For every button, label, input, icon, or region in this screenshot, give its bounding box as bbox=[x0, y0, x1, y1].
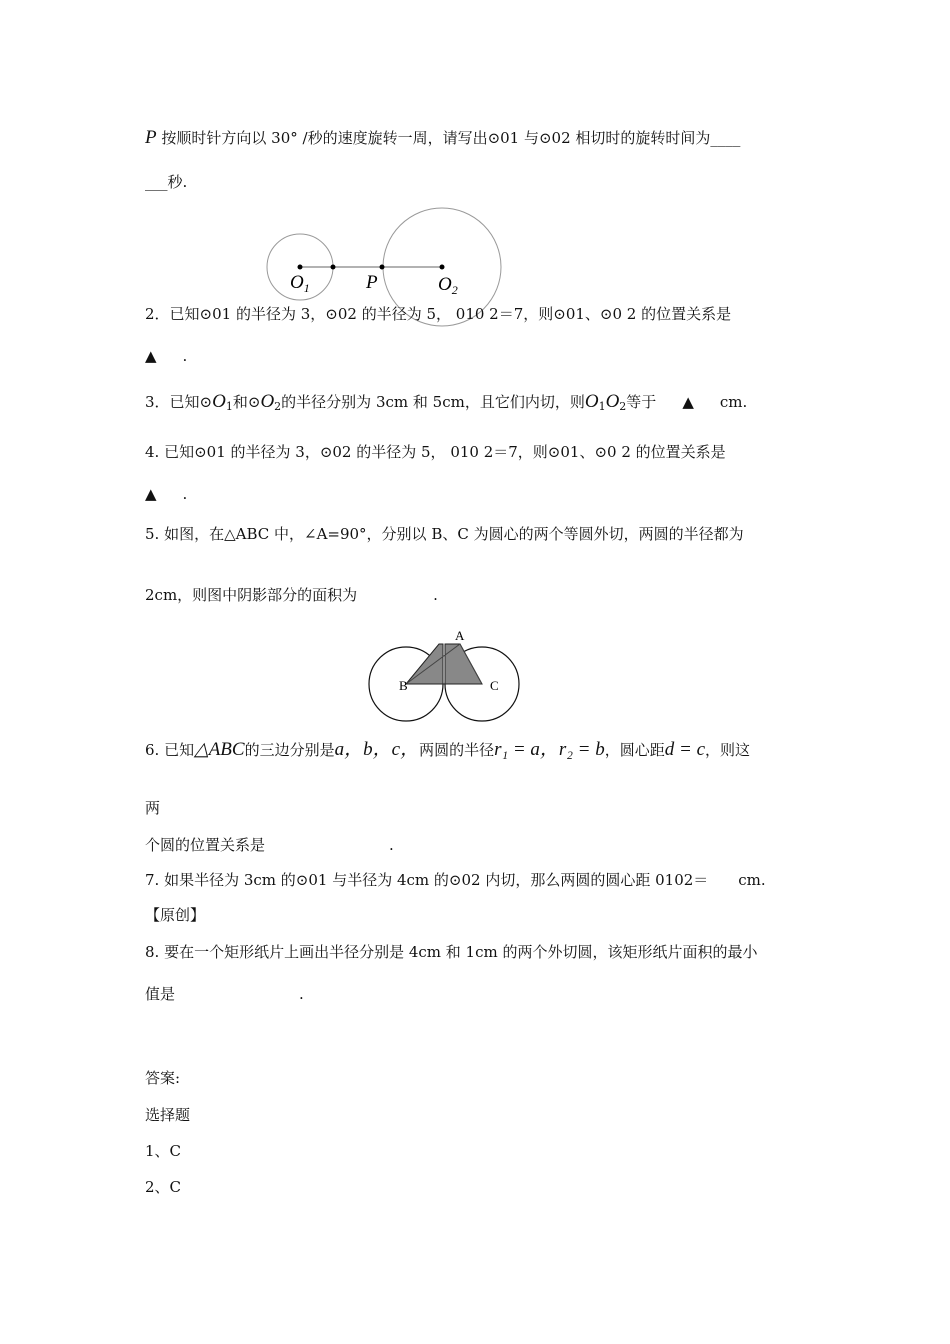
q2-text: 2．已知⊙01 的半径为 3，⊙02 的半径为 5， 010 2＝7，则⊙01、⊙0 2 的位置关系是 bbox=[145, 305, 732, 323]
q6-line-3: 个圆的位置关系是 . bbox=[145, 836, 394, 854]
q6-line: 6. 已知△ABC的三边分别是a，b，c，两圆的半径r₁ = a，r₂ = b，圆心距d = c，则这 bbox=[145, 739, 751, 760]
shaded-sector-b bbox=[406, 644, 443, 684]
answer-mark: ▲ bbox=[682, 393, 694, 411]
answer-mark: ▲ bbox=[145, 347, 157, 365]
q8-text-a: 8. 要在一个矩形纸片上画出半径分别是 4cm 和 1cm 的两个外切圆，该矩形纸片面积的最小 bbox=[145, 943, 758, 961]
q2-answer: ▲ . bbox=[145, 347, 188, 365]
label-o1: $O_1$ bbox=[290, 272, 310, 295]
q3-line: 3．已知$⊙O_1$和$⊙O_2$的半径分别为 3cm 和 5cm，且它们内切，则$O_1O_2$等于 ▲ cm. bbox=[145, 391, 748, 413]
label-o2: $O_2$ bbox=[438, 274, 458, 297]
answer-mark: ▲ bbox=[145, 485, 157, 503]
q5-text-a: 5. 如图，在△ABC 中，∠A=90°，分别以 B、C 为圆心的两个等圆外切，两圆的半径都为 bbox=[145, 525, 744, 543]
figure-two-circles bbox=[260, 200, 510, 350]
q1-text-a: 按顺时针方向以 30° /秒的速度旋转一周，请写出⊙01 与⊙02 相切时的旋转时间为____ bbox=[161, 129, 741, 147]
triangle-abc: △ABC bbox=[194, 739, 245, 760]
label-c: C bbox=[490, 678, 499, 693]
answer-item: 1、C bbox=[145, 1142, 182, 1160]
label-p: P bbox=[366, 272, 378, 293]
q5-line-b: 2cm，则图中阴影部分的面积为 . bbox=[145, 586, 438, 604]
point-o1 bbox=[298, 265, 303, 270]
q4-text: 4. 已知⊙01 的半径为 3，⊙02 的半径为 5， 010 2＝7，则⊙01、⊙0 2 的位置关系是 bbox=[145, 443, 726, 461]
q6-line-2: 两 bbox=[145, 799, 161, 817]
q8-line-b: 值是 . bbox=[145, 985, 304, 1003]
q1-text-b: ___秒. bbox=[145, 173, 188, 191]
label-a: A bbox=[455, 628, 465, 643]
q4-answer: ▲ . bbox=[145, 485, 188, 503]
answer-item: 2、C bbox=[145, 1178, 182, 1196]
answers-heading: 答案: bbox=[145, 1069, 181, 1087]
var-p: P bbox=[145, 127, 157, 148]
point-tangent bbox=[331, 265, 336, 270]
answers-section: 选择题 bbox=[145, 1106, 191, 1124]
q1-line-1 bbox=[145, 128, 740, 148]
q7-line: 7. 如果半径为 3cm 的⊙01 与半径为 4cm 的⊙02 内切，那么两圆的圆心距 0102＝ cm. bbox=[145, 871, 766, 889]
point-o2 bbox=[440, 265, 445, 270]
figure-triangle-circles bbox=[356, 602, 546, 730]
original-tag: 【原创】 bbox=[145, 906, 206, 924]
label-b: B bbox=[399, 678, 408, 693]
point-p bbox=[380, 265, 385, 270]
